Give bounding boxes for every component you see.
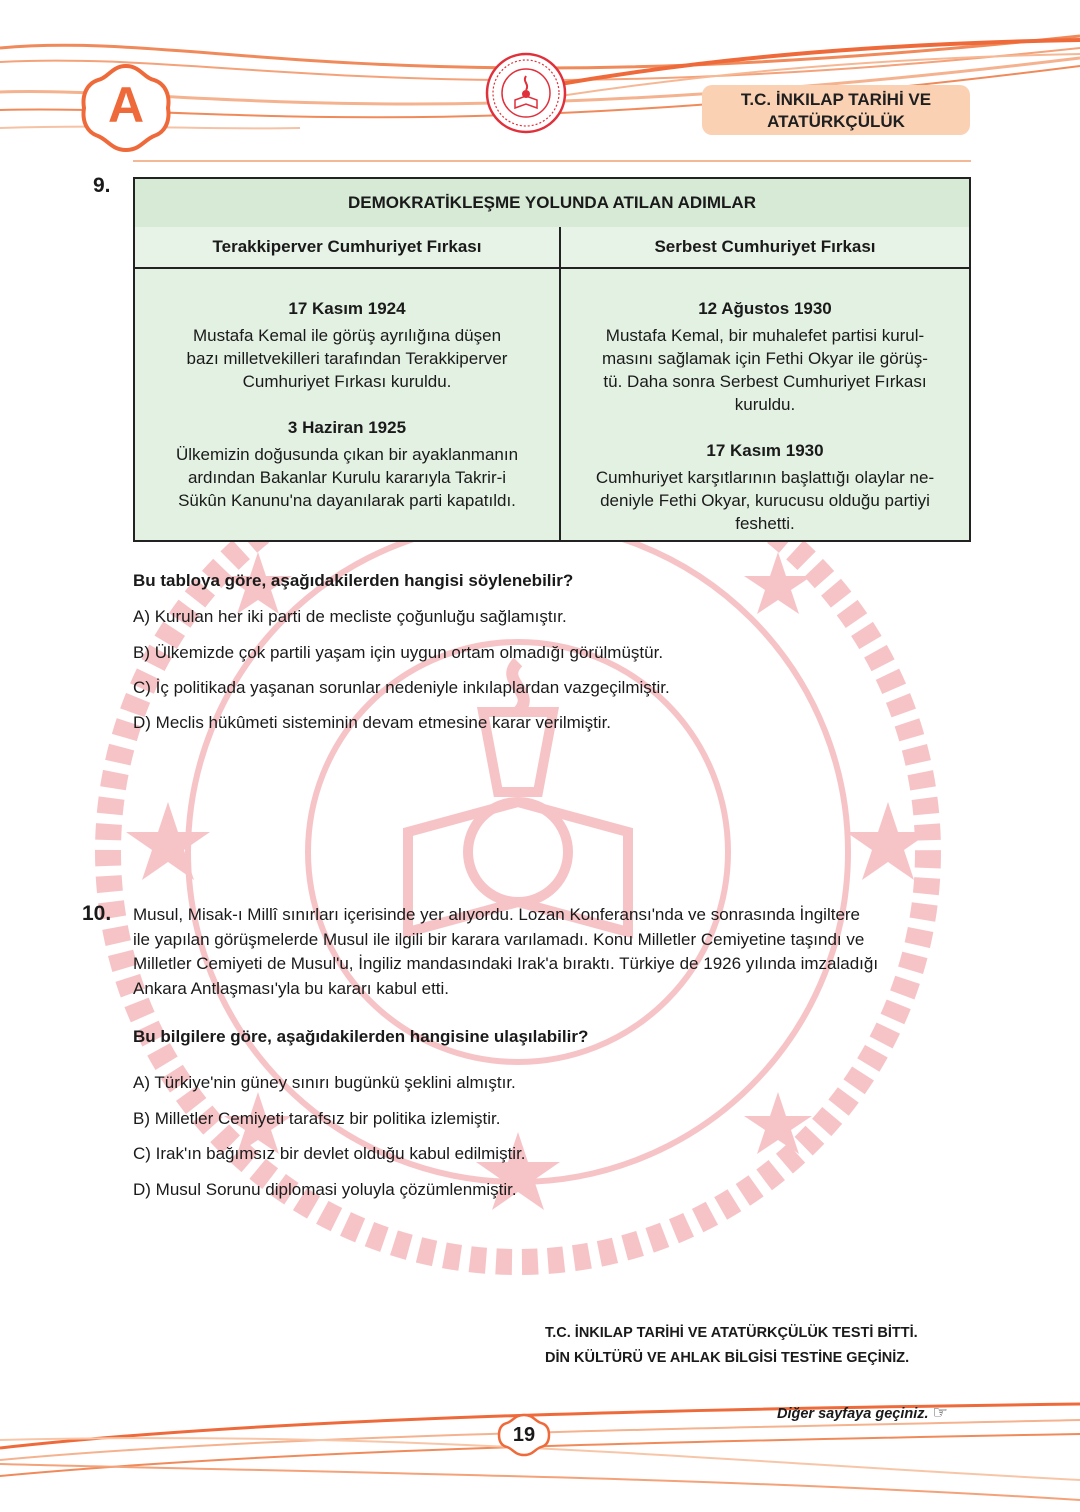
booklet-letter: A [107, 77, 145, 133]
entry-text-line: Ülkemizin doğusunda çıkan bir ayaklanmanın [175, 445, 519, 464]
entry-text-line: masını sağlamak için Fethi Okyar ile görüş- [602, 349, 928, 368]
table-cell-scf-1930-aug [561, 297, 969, 416]
entry-date: 17 Kasım 1924 [288, 299, 406, 318]
table-cell-tcf-1924 [135, 297, 559, 393]
entry-text-line: Cumhuriyet karşıtlarının başlattığı olaylar ne- [595, 468, 935, 487]
meb-seal-logo [485, 52, 567, 134]
subject-line-2: ATATÜRKÇÜLÜK [767, 112, 905, 131]
subject-badge [702, 85, 970, 135]
header-divider [133, 160, 971, 162]
table-col2-header: Serbest Cumhuriyet Fırkası [561, 227, 969, 269]
question-10-option-a[interactable]: A) Türkiye'nin güney sınırı bugünkü şeklini almıştır. [133, 1073, 516, 1092]
democratization-table [133, 177, 971, 542]
passage-line: ile yapılan görüşmelerde Musul ile ilgili bir karara varılamadı. Konu Milletler Cemiyetine taşındı ve [133, 929, 865, 949]
entry-text-line: tü. Daha sonra Serbest Cumhuriyet Fırkası [603, 372, 927, 391]
entry-text-line: Cumhuriyet Fırkası kuruldu. [242, 372, 452, 391]
entry-text-line: Sükûn Kanunu'na dayanılarak parti kapatıldı. [178, 491, 516, 510]
question-9-number: 9. [93, 174, 111, 197]
question-9-option-d[interactable]: D) Meclis hükûmeti sisteminin devam etmesine karar verilmiştir. [133, 713, 612, 732]
entry-text-line: kuruldu. [734, 395, 796, 414]
entry-text-line: feshetti. [735, 514, 795, 533]
question-10-passage [133, 903, 978, 1001]
entry-date: 17 Kasım 1930 [706, 441, 824, 460]
subject-line-1: T.C. İNKILAP TARİHİ VE [740, 90, 932, 109]
end-note-line-2: DİN KÜLTÜRÜ VE AHLAK BİLGİSİ TESTİNE GEÇİNİZ. [545, 1350, 910, 1366]
entry-date: 12 Ağustos 1930 [698, 299, 832, 318]
test-end-note [545, 1321, 918, 1371]
question-10-option-d[interactable]: D) Musul Sorunu diplomasi yoluyla çözümlenmiştir. [133, 1180, 517, 1199]
end-note-line-1: T.C. İNKILAP TARİHİ VE ATATÜRKÇÜLÜK TESTİ BİTTİ. [545, 1325, 918, 1341]
page-number: 19 [512, 1424, 536, 1446]
question-10-option-b[interactable]: B) Milletler Cemiyeti tarafsız bir politika izlemiştir. [133, 1109, 501, 1128]
entry-text-line: bazı milletvekilleri tarafından Terakkiperver [186, 349, 508, 368]
question-9-option-b[interactable]: B) Ülkemizde çok partili yaşam için uygun ortam olmadığı görülmüştür. [133, 643, 664, 662]
entry-text-line: Mustafa Kemal, bir muhalefet partisi kurul- [605, 326, 925, 345]
question-9-option-a[interactable]: A) Kurulan her iki parti de mecliste çoğunluğu sağlamıştır. [133, 607, 567, 626]
entry-text-line: ardından Bakanlar Kurulu kararıyla Takrir-i [187, 468, 507, 487]
passage-line: Ankara Antlaşması'yla bu kararı kabul etti. [133, 978, 450, 998]
passage-line: Musul, Misak-ı Millî sınırları içerisinde yer alıyordu. Lozan Konferansı'nda ve sonrasında İngiltere [133, 905, 861, 924]
next-page-text: Diğer sayfaya geçiniz. [777, 1406, 929, 1422]
question-10-option-c[interactable]: C) Irak'ın bağımsız bir devlet olduğu kabul edilmiştir. [133, 1144, 526, 1163]
passage-line: Milletler Cemiyeti de Musul'u, İngiliz mandasındaki Irak'a bıraktı. Türkiye de 1926 yılında imzaladığı [133, 954, 879, 973]
next-page-note [777, 1403, 948, 1423]
booklet-type-badge [78, 62, 174, 154]
table-col1-header: Terakkiperver Cumhuriyet Fırkası [135, 227, 559, 269]
pointing-hand-icon: ☞ [932, 1403, 948, 1422]
question-10-number: 10. [82, 902, 112, 925]
entry-text-line: Mustafa Kemal ile görüş ayrılığına düşen [192, 326, 502, 345]
question-9-option-c[interactable]: C) İç politikada yaşanan sorunlar nedeniyle inkılaplardan vazgeçilmiştir. [133, 678, 670, 697]
table-cell-scf-1930-nov [561, 439, 969, 535]
entry-text-line: deniyle Fethi Okyar, kurucusu olduğu partiyi [600, 491, 930, 510]
table-cell-tcf-1925 [135, 416, 559, 512]
question-10-stem: Bu bilgilere göre, aşağıdakilerden hangisine ulaşılabilir? [133, 1027, 589, 1046]
question-9-stem: Bu tabloya göre, aşağıdakilerden hangisi söylenebilir? [133, 571, 574, 590]
table-title: DEMOKRATİKLEŞME YOLUNDA ATILAN ADIMLAR [135, 179, 969, 229]
entry-date: 3 Haziran 1925 [287, 418, 407, 437]
